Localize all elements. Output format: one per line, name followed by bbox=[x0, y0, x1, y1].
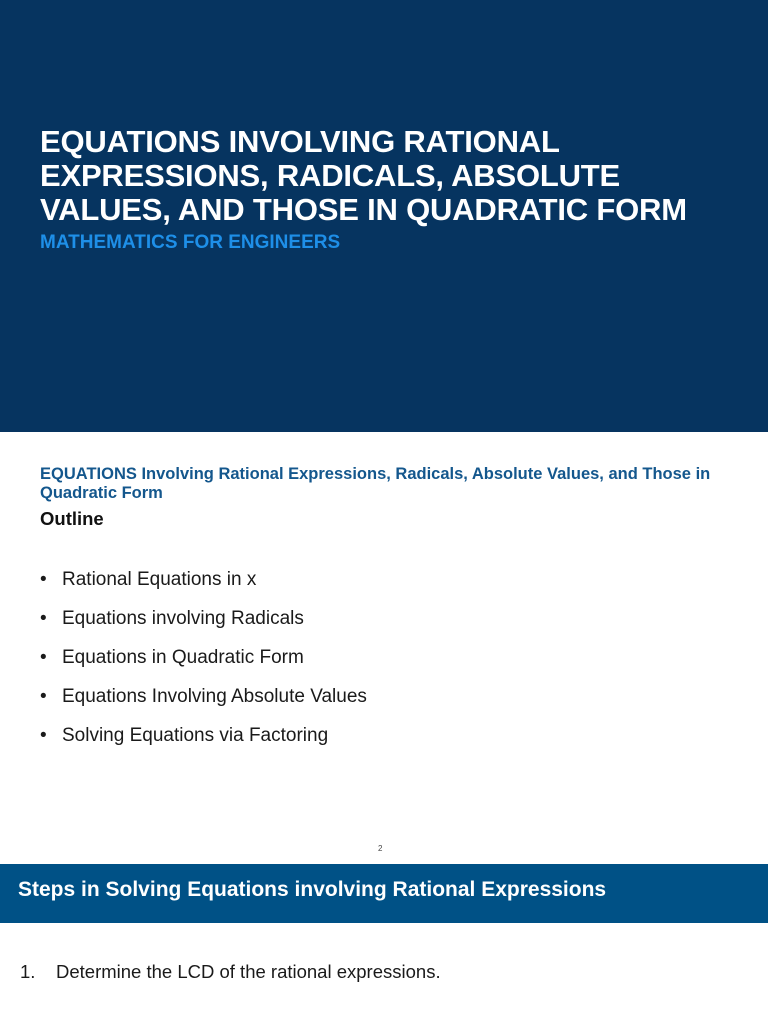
list-item-text: Rational Equations in x bbox=[62, 569, 257, 590]
list-item-text: Solving Equations via Factoring bbox=[62, 725, 329, 746]
list-item bbox=[40, 607, 367, 646]
steps-slide-title: Steps in Solving Equations involving Rational Expressions bbox=[18, 878, 607, 901]
bullet-icon: • bbox=[40, 725, 47, 746]
outline-label: Outline bbox=[40, 508, 104, 529]
steps-slide bbox=[0, 864, 768, 1024]
bullet-icon: • bbox=[40, 608, 47, 629]
outline-slide-heading: EQUATIONS Involving Rational Expressions, Radicals, Absolute Values, and Those in Quadratic Form bbox=[40, 465, 711, 502]
presentation-subtitle: MATHEMATICS FOR ENGINEERS bbox=[40, 232, 341, 253]
bullet-icon: • bbox=[40, 686, 47, 707]
bullet-icon: • bbox=[40, 647, 47, 668]
list-item-text: Equations Involving Absolute Values bbox=[62, 686, 367, 707]
list-item bbox=[20, 960, 441, 984]
title-slide bbox=[0, 0, 768, 432]
steps-list bbox=[20, 960, 441, 984]
outline-list bbox=[40, 568, 367, 763]
presentation-title: EQUATIONS INVOLVING RATIONAL EXPRESSIONS, RADICALS, ABSOLUTE VALUES, AND THOSE IN QUADRATIC FORM bbox=[40, 124, 687, 227]
list-item bbox=[40, 685, 367, 724]
list-item-text: Equations involving Radicals bbox=[62, 608, 304, 629]
steps-title-banner bbox=[0, 864, 768, 923]
list-item-text: Equations in Quadratic Form bbox=[62, 647, 304, 668]
step-number: 1. bbox=[20, 961, 36, 982]
outline-slide bbox=[0, 432, 768, 864]
bullet-icon: • bbox=[40, 569, 47, 590]
step-text: Determine the LCD of the rational expressions. bbox=[56, 961, 441, 982]
list-item bbox=[40, 724, 367, 763]
list-item bbox=[40, 568, 367, 607]
list-item bbox=[40, 646, 367, 685]
slide-page-number: 2 bbox=[378, 844, 383, 853]
